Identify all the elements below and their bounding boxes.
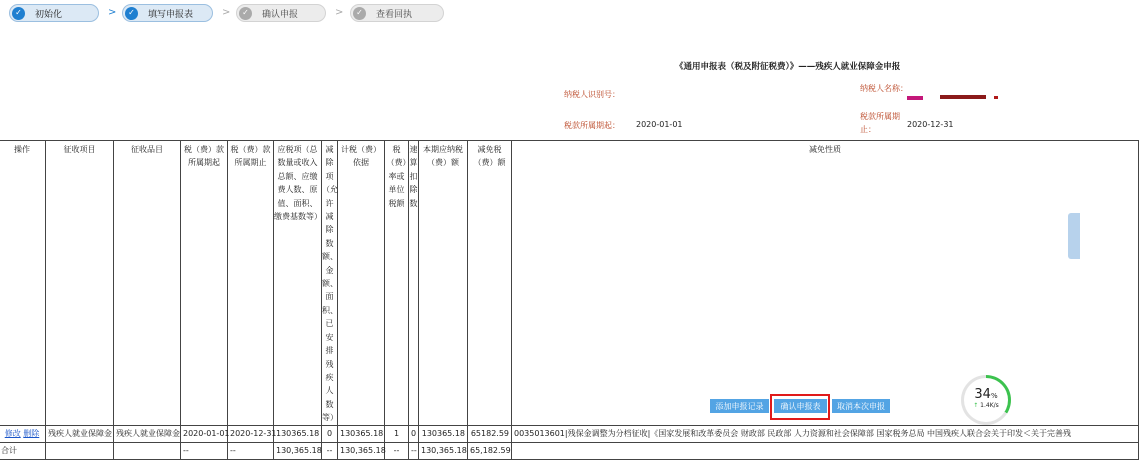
chevron-right-icon: > bbox=[222, 7, 231, 18]
total-empty bbox=[46, 442, 114, 459]
cancel-declaration-button[interactable]: 取消本次申报 bbox=[832, 399, 890, 413]
redaction-mark bbox=[907, 96, 923, 100]
step-label: 确认申报 bbox=[262, 9, 299, 20]
form-title: 《通用申报表（税及附征税费）》——残疾人就业保障金申报 bbox=[675, 62, 901, 72]
period-end-label: 税款所属期止： bbox=[860, 112, 900, 134]
check-icon: ✓ bbox=[12, 7, 25, 20]
cell-deduction: 0 bbox=[322, 425, 338, 442]
column-header: 税（费）款所属期止 bbox=[228, 141, 274, 426]
total-relief: 65,182.59 bbox=[468, 442, 512, 459]
cell-sub-item: 残疾人就业保障金 bbox=[114, 425, 181, 442]
step-fill-form[interactable] bbox=[122, 4, 213, 22]
edit-link[interactable]: 修改 bbox=[4, 429, 21, 439]
period-start-label: 税款所属期起： bbox=[564, 121, 620, 130]
add-record-button[interactable]: 添加申报记录 bbox=[710, 399, 769, 413]
progress-percent bbox=[964, 387, 1008, 402]
column-header: 速算扣除数 bbox=[409, 141, 419, 426]
period-start-value: 2020-01-01 bbox=[636, 120, 683, 129]
total-dash: -- bbox=[409, 442, 419, 459]
column-header: 征收项目 bbox=[46, 141, 114, 426]
step-label: 查看回执 bbox=[376, 9, 413, 20]
taxpayer-id-label: 纳税人识别号： bbox=[564, 90, 620, 99]
taxpayer-name-label: 纳税人名称： bbox=[860, 84, 908, 93]
cell-quick-deduction: 0 bbox=[409, 425, 419, 442]
total-label: 合计 bbox=[0, 442, 46, 459]
upload-speed bbox=[964, 402, 1008, 409]
pending-icon: ✓ bbox=[239, 7, 252, 20]
cell-payable: 130365.18 bbox=[419, 425, 468, 442]
period-end-value: 2020-12-31 bbox=[907, 120, 954, 129]
step-receipt bbox=[350, 4, 444, 22]
progress-percent-unit: % bbox=[990, 392, 998, 400]
step-confirm bbox=[236, 4, 326, 22]
total-dash: -- bbox=[228, 442, 274, 459]
highlight-box bbox=[770, 394, 830, 420]
chevron-right-icon: > bbox=[108, 7, 117, 18]
table-row bbox=[0, 425, 1139, 442]
column-header: 减免税（费）额 bbox=[468, 141, 512, 426]
cell-basis: 130365.18 bbox=[338, 425, 385, 442]
column-header: 征收品目 bbox=[114, 141, 181, 426]
total-basis: 130,365.18 bbox=[338, 442, 385, 459]
cell-taxable: 130365.18 bbox=[274, 425, 322, 442]
row-actions bbox=[0, 425, 46, 442]
column-header: 减除项（允许减除数额、金额、面积、已安排残疾人数等） bbox=[322, 141, 338, 426]
column-header: 税（费）率或单位税额 bbox=[385, 141, 409, 426]
column-header: 税（费）款所属期起 bbox=[181, 141, 228, 426]
column-header: 操作 bbox=[0, 141, 46, 426]
step-label: 初始化 bbox=[35, 9, 63, 20]
delete-link[interactable]: 删除 bbox=[23, 429, 40, 439]
total-payable: 130,365.18 bbox=[419, 442, 468, 459]
pending-icon: ✓ bbox=[353, 7, 366, 20]
up-arrow-icon: ↑ bbox=[973, 402, 979, 409]
total-dash: -- bbox=[322, 442, 338, 459]
total-dash: -- bbox=[385, 442, 409, 459]
step-label: 填写申报表 bbox=[148, 9, 194, 20]
upload-speed-value: 1.4K/s bbox=[980, 402, 999, 409]
cell-item: 残疾人就业保障金 bbox=[46, 425, 114, 442]
column-header: 应税项（总数量或收入总额、应缴费人数、原值、面积、缴费基数等） bbox=[274, 141, 322, 426]
total-taxable: 130,365.18 bbox=[274, 442, 322, 459]
cell-relief-nature[interactable]: 0035013601|残保金调整为分档征收|《国家发展和改革委员会 财政部 民政部 人力资源和社会保障部 国家税务总局 中国残疾人联合会关于印发＜关于完善残 bbox=[512, 425, 1139, 442]
chevron-right-icon: > bbox=[335, 7, 344, 18]
total-empty bbox=[114, 442, 181, 459]
column-header: 减免性质 bbox=[512, 141, 1139, 426]
progress-percent-value: 34 bbox=[974, 387, 991, 402]
cell-relief: 65182.59 bbox=[468, 425, 512, 442]
cell-rate: 1 bbox=[385, 425, 409, 442]
confirm-form-button[interactable]: 确认申报表 bbox=[774, 399, 827, 413]
step-bar bbox=[0, 0, 1080, 28]
total-empty bbox=[512, 442, 1139, 459]
check-icon: ✓ bbox=[125, 7, 138, 20]
redaction-mark bbox=[940, 95, 986, 99]
column-header: 计税（费）依据 bbox=[338, 141, 385, 426]
redaction-mark bbox=[994, 96, 998, 99]
column-header: 本期应纳税（费）额 bbox=[419, 141, 468, 426]
table-total-row bbox=[0, 442, 1139, 459]
network-speed-widget[interactable] bbox=[961, 375, 1011, 425]
total-dash: -- bbox=[181, 442, 228, 459]
step-initialize[interactable] bbox=[9, 4, 99, 22]
cell-start: 2020-01-01 bbox=[181, 425, 228, 442]
cell-end: 2020-12-31 bbox=[228, 425, 274, 442]
side-tab[interactable] bbox=[1068, 213, 1080, 259]
